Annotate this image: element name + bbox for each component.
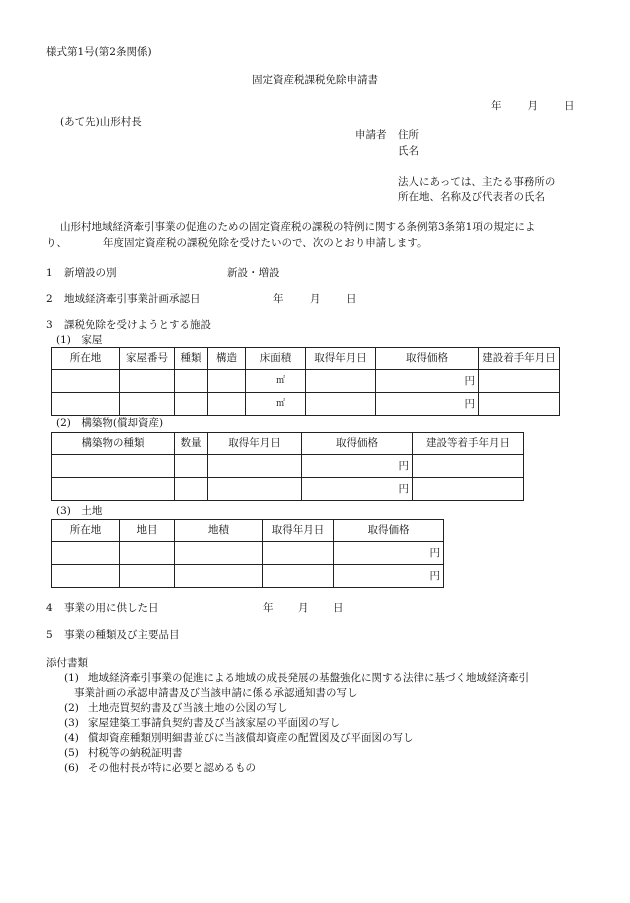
house-table [51, 347, 560, 416]
attachment-1-number: (1) [64, 672, 79, 684]
corporate-note-line2: 所在地、名称及び代表者の氏名 [398, 191, 545, 203]
item-2-year: 年 [273, 293, 284, 305]
corporate-note-line1: 法人にあっては、主たる事務所の [398, 176, 556, 188]
table-row [52, 565, 444, 588]
attachment-6-text: その他村長が特に必要と認めるもの [88, 762, 256, 774]
house-cell[interactable] [479, 370, 560, 393]
body-line-2-end: 年度固定資産税の課税免除を受けたいので、次のとおり申請します。 [103, 237, 428, 249]
land-header-location: 所在地 [52, 520, 120, 542]
land-header-row [52, 520, 444, 542]
structure-header-acquired-price: 取得価格 [302, 433, 413, 455]
attachments-heading: 添付書類 [46, 657, 88, 669]
house-price-unit[interactable]: 円 [376, 393, 479, 416]
house-header-type: 種類 [175, 348, 208, 370]
structure-header-row [52, 433, 524, 455]
house-cell[interactable] [52, 370, 120, 393]
item-4-day: 日 [333, 602, 344, 614]
structure-price-unit[interactable]: 円 [302, 478, 413, 501]
attachment-5-text: 村税等の納税証明書 [88, 747, 183, 759]
land-cell[interactable] [120, 565, 175, 588]
date-year-label: 年 [491, 100, 502, 112]
land-cell[interactable] [263, 565, 334, 588]
house-price-unit[interactable]: 円 [376, 370, 479, 393]
house-header-location: 所在地 [52, 348, 120, 370]
land-header-category: 地目 [120, 520, 175, 542]
attachment-2-text: 土地売買契約書及び当該土地の公図の写し [88, 702, 288, 714]
structure-cell[interactable] [413, 455, 524, 478]
land-table [51, 519, 444, 588]
item-5-label: 事業の種類及び主要品目 [64, 629, 180, 641]
house-cell[interactable] [306, 393, 376, 416]
attachment-3-text: 家屋建築工事請負契約書及び当該家屋の平面図の写し [88, 717, 340, 729]
house-header-acquired-date: 取得年月日 [306, 348, 376, 370]
item-4-month: 月 [298, 602, 309, 614]
item-4-year: 年 [263, 602, 274, 614]
house-caption: (1) 家屋 [56, 334, 103, 346]
item-3-label: 課税免除を受けようとする施設 [64, 319, 211, 331]
item-2-day: 日 [346, 293, 357, 305]
attachment-6-number: (6) [64, 762, 79, 774]
table-row [52, 393, 560, 416]
house-cell[interactable] [208, 393, 246, 416]
item-2-number: 2 [46, 293, 53, 305]
table-row [52, 478, 524, 501]
house-header-structure: 構造 [208, 348, 246, 370]
land-cell[interactable] [263, 542, 334, 565]
address-label: 住所 [398, 129, 419, 141]
date-month-label: 月 [527, 100, 538, 112]
applicant-label: 申請者 [355, 129, 387, 141]
attachment-5-number: (5) [64, 747, 79, 759]
item-4-label: 事業の用に供した日 [64, 602, 159, 614]
date-line [491, 99, 575, 113]
structure-header-quantity: 数量 [175, 433, 208, 455]
structure-header-construction-start: 建設等着手年月日 [413, 433, 524, 455]
item-5-number: 5 [46, 629, 53, 641]
house-header-row [52, 348, 560, 370]
structure-cell[interactable] [175, 455, 208, 478]
attachment-1-text: 地域経済牽引事業の促進による地域の成長発展の基盤強化に関する法律に基づく地域経済牽引 [88, 672, 529, 684]
land-header-acquired-price: 取得価格 [334, 520, 444, 542]
date-day-label: 日 [564, 100, 575, 112]
document-title: 固定資産税課税免除申請書 [252, 74, 378, 86]
land-caption: (3) 土地 [56, 505, 103, 517]
structure-header-acquired-date: 取得年月日 [208, 433, 302, 455]
house-floor-area-unit[interactable]: ㎡ [246, 370, 306, 393]
house-cell[interactable] [120, 393, 175, 416]
house-cell[interactable] [479, 393, 560, 416]
structure-cell[interactable] [175, 478, 208, 501]
structure-price-unit[interactable]: 円 [302, 455, 413, 478]
attachment-1-text-cont: 事業計画の承認申請書及び当該申請に係る承認通知書の写し [74, 687, 358, 699]
attachment-4-text: 償却資産種類別明細書並びに当該償却資産の配置図及び平面図の写し [88, 732, 414, 744]
house-cell[interactable] [175, 370, 208, 393]
house-header-number: 家屋番号 [120, 348, 175, 370]
item-1-number: 1 [46, 267, 53, 279]
structure-cell[interactable] [52, 455, 175, 478]
land-price-unit[interactable]: 円 [334, 542, 444, 565]
item-1-label: 新増設の別 [64, 267, 117, 279]
attachment-2-number: (2) [64, 702, 79, 714]
land-cell[interactable] [175, 542, 263, 565]
house-header-floor-area: 床面積 [246, 348, 306, 370]
structure-table [51, 432, 524, 501]
structure-cell[interactable] [208, 455, 302, 478]
house-cell[interactable] [208, 370, 246, 393]
house-cell[interactable] [306, 370, 376, 393]
house-floor-area-unit[interactable]: ㎡ [246, 393, 306, 416]
land-header-acquired-date: 取得年月日 [263, 520, 334, 542]
table-row [52, 542, 444, 565]
attachment-4-number: (4) [64, 732, 79, 744]
structure-header-type: 構築物の種類 [52, 433, 175, 455]
form-number: 様式第1号(第2条関係) [46, 46, 152, 58]
body-line-1: 山形村地域経済牽引事業の促進のための固定資産税の課税の特例に関する条例第3条第1項の規定によ [60, 221, 536, 233]
body-line-2-start: り、 [46, 237, 67, 249]
land-price-unit[interactable]: 円 [334, 565, 444, 588]
item-4-number: 4 [46, 602, 53, 614]
addressee: (あて先)山形村長 [60, 116, 142, 128]
house-cell[interactable] [120, 370, 175, 393]
item-3-number: 3 [46, 319, 53, 331]
house-header-construction-start: 建設着手年月日 [479, 348, 560, 370]
land-header-area: 地積 [175, 520, 263, 542]
house-cell[interactable] [52, 393, 120, 416]
house-header-acquired-price: 取得価格 [376, 348, 479, 370]
structure-cell[interactable] [208, 478, 302, 501]
item-1-value: 新設・増設 [227, 267, 280, 279]
land-cell[interactable] [120, 542, 175, 565]
item-2-label: 地域経済牽引事業計画承認日 [64, 293, 201, 305]
structure-cell[interactable] [413, 478, 524, 501]
land-cell[interactable] [52, 565, 120, 588]
item-2-month: 月 [310, 293, 321, 305]
land-cell[interactable] [175, 565, 263, 588]
structure-caption: (2) 構築物(償却資産) [56, 417, 164, 429]
attachment-3-number: (3) [64, 717, 79, 729]
name-label: 氏名 [398, 145, 419, 157]
house-cell[interactable] [175, 393, 208, 416]
structure-cell[interactable] [52, 478, 175, 501]
table-row [52, 370, 560, 393]
table-row [52, 455, 524, 478]
land-cell[interactable] [52, 542, 120, 565]
